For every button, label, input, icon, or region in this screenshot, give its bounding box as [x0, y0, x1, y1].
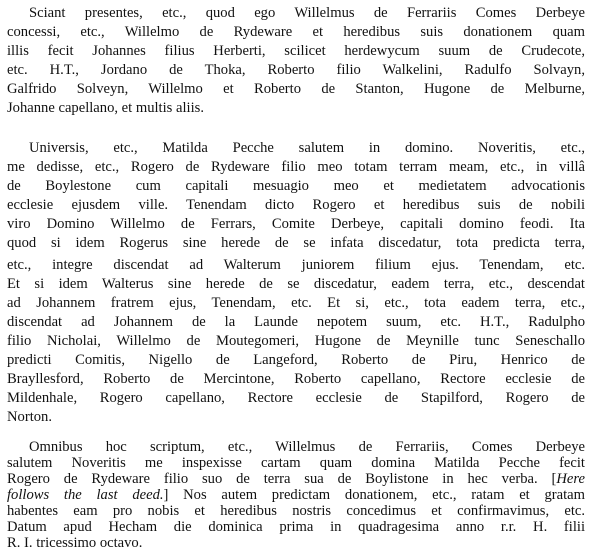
text-line: Johanne capellano, et multis aliis.: [7, 100, 204, 116]
text-line: follows the last deed.] Nos autem predictam donationem, etc., ratam et gratam: [7, 487, 585, 503]
text-line: R. I. tricessimo octavo.: [7, 535, 143, 551]
text-line: Datum apud Hecham die dominica prima in quadragesima anno r.r. H. filii: [7, 519, 585, 535]
text-line: predicti Comitis, Nigello de Langeford, Roberto de Piru, Henrico de: [7, 352, 585, 368]
text-line: Mildenhale, Rogero capellano, Rectore ecclesie de Stapilford, Rogero de: [7, 390, 585, 406]
text-line: discendat ad Johannem de la Launde nepotem suum, etc. H.T., Radulpho: [7, 314, 585, 330]
text-line: ecclesie ejusdem ville. Tenendam dicto Rogero et heredibus suis de nobili: [7, 197, 585, 213]
text-line: Brayllesford, Roberto de Mercintone, Roberto capellano, Rectore ecclesie de: [7, 371, 585, 387]
text-line: habentes eam pro nobis et heredibus nostris concedimus et confirmavimus, etc.: [7, 503, 585, 519]
editorial-note: follows the last deed.: [7, 487, 164, 503]
text-line: etc. H.T., Jordano de Thoka, Roberto filio Walkelini, Radulfo Solvayn,: [7, 62, 585, 78]
text-line: Sciant presentes, etc., quod ego Willelmus de Ferrariis Comes Derbeye: [29, 5, 585, 21]
text-line: Norton.: [7, 409, 52, 425]
text-line: Et si idem Walterus sine herede de se discedatur, eadem terra, etc., descendat: [7, 276, 585, 292]
text-line: etc., integre discendat ad Walterum juniorem filium ejus. Tenendam, etc.: [7, 257, 585, 273]
editorial-note: Here: [556, 471, 585, 487]
text-line: quod si idem Rogerus sine herede de se infata discedatur, tota predicta terra,: [7, 235, 585, 251]
text-line: me dedisse, etc., Rogero de Rydeware filio meo totam terram meam, etc., in villâ: [7, 159, 585, 175]
text-line: Omnibus hoc scriptum, etc., Willelmus de Ferrariis, Comes Derbeye: [29, 439, 585, 455]
text-line: de Boylestone cum capitali mesuagio meo et medietatem advocationis: [7, 178, 585, 194]
text-line: ad Johannem fratrem ejus, Tenendam, etc. Et si, etc., tota eadem terra, etc.,: [7, 295, 585, 311]
text-line: filio Nicholai, Willelmo de Moutegomeri, Hugone de Meynille tunc Seneschallo: [7, 333, 585, 349]
text-line: Universis, etc., Matilda Pecche salutem in domino. Noveritis, etc.,: [29, 140, 585, 156]
text-line: concessi, etc., Willelmo de Rydeware et heredibus suis donationem quam: [7, 24, 585, 40]
text-line: illis fecit Johannes filius Herberti, scilicet herdewycum suum de Crudecote,: [7, 43, 585, 59]
text-line: viro Domino Willelmo de Ferrars, Comite Derbeye, capitali domino feodi. Ita: [7, 216, 585, 232]
text-line: Rogero de Rydeware filio suo de terra sua de Boylistone in hec verba. [Here: [7, 471, 585, 487]
text-line: Galfrido Solveyn, Willelmo et Roberto de Stanton, Hugone de Melburne,: [7, 81, 585, 97]
text-line: salutem Noveritis me inspexisse cartam quam domina Matilda Pecche fecit: [7, 455, 585, 471]
